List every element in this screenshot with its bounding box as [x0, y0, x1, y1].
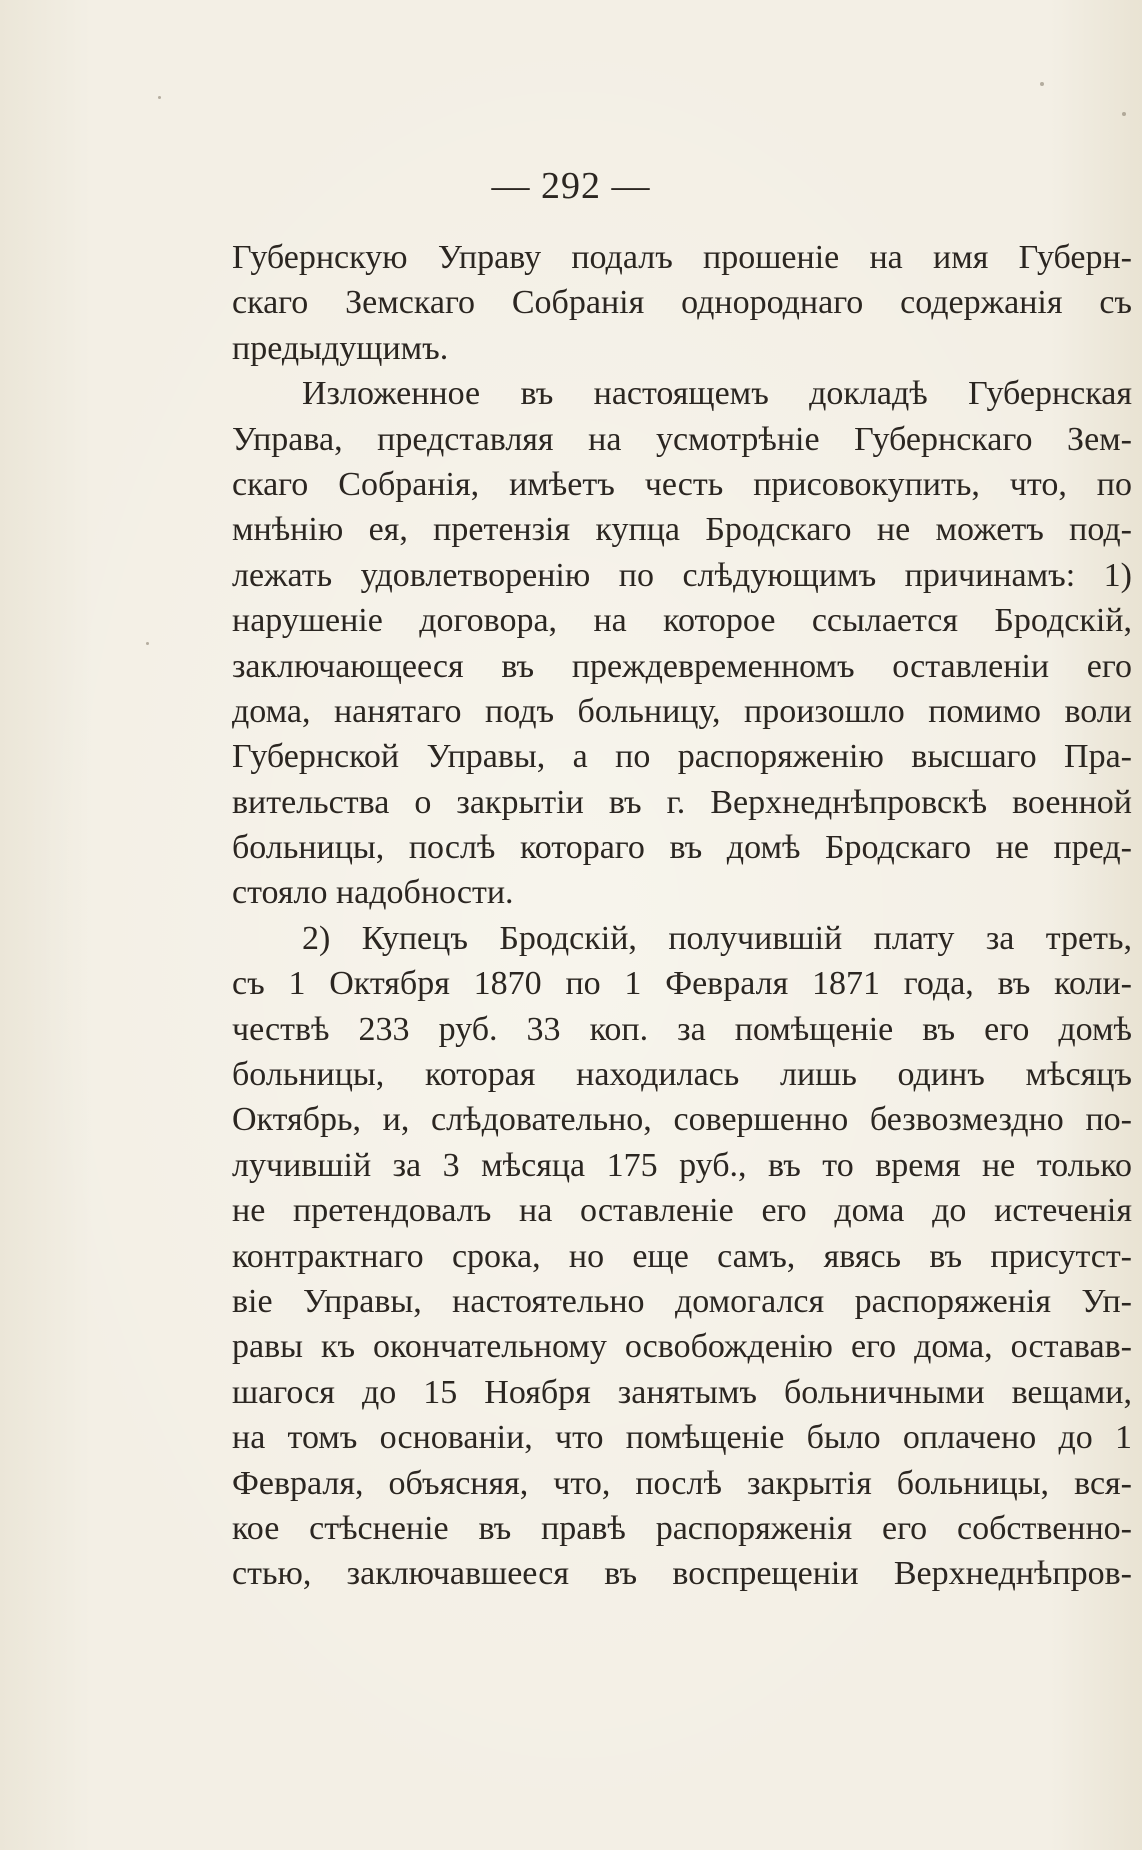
paper-speck — [1122, 112, 1126, 116]
paper-speck — [1040, 82, 1044, 86]
text-line: чествѣ 233 руб. 33 коп. за помѣщеніе въ его домѣ — [232, 1010, 1132, 1048]
text-line: заключающееся въ преждевременномъ оставленіи его — [232, 647, 1132, 685]
paper-speck — [146, 642, 149, 645]
text-line: равы къ окончательному освобожденію его дома, оставав- — [232, 1328, 1132, 1366]
text-line: больницы, послѣ котораго въ домѣ Бродскаго не пред- — [232, 829, 1132, 867]
text-line: скаго Земскаго Собранія однороднаго содержанія съ — [232, 284, 1132, 322]
text-line: не претендовалъ на оставленіе его дома до истеченія — [232, 1192, 1132, 1230]
text-line: шагося до 15 Ноября занятымъ больничными вещами, — [232, 1373, 1132, 1411]
text-line: больницы, которая находилась лишь одинъ мѣсяцъ — [232, 1056, 1132, 1094]
paragraph-start-line: Изложенное въ настоящемъ докладѣ Губернская — [302, 375, 1132, 413]
text-line: лежать удовлетворенію по слѣдующимъ причинамъ: 1) — [232, 556, 1132, 594]
text-line: контрактнаго срока, но еще самъ, явясь въ присутст- — [232, 1237, 1132, 1275]
text-line: стояло надобности. — [232, 874, 514, 912]
text-line: Губернской Управы, а по распоряженію высшаго Пра- — [232, 738, 1132, 776]
body-text — [232, 235, 1132, 1597]
text-line: вительства о закрытіи въ г. Верхнеднѣпровскѣ военной — [232, 783, 1132, 821]
text-line: мнѣнію ея, претензія купца Бродскаго не можетъ под- — [232, 511, 1132, 549]
text-line: Октябрь, и, слѣдовательно, совершенно безвозмездно по- — [232, 1101, 1132, 1139]
paper-speck — [158, 96, 161, 99]
text-line: Губернскую Управу подалъ прошеніе на имя Губерн- — [232, 239, 1132, 276]
page-number: — 292 — — [491, 165, 651, 207]
text-line: нарушеніе договора, на которое ссылается Бродскій, — [232, 602, 1132, 640]
text-line: съ 1 Октября 1870 по 1 Февраля 1871 года, въ коли- — [232, 965, 1132, 1003]
text-line: дома, нанятаго подъ больницу, произошло помимо воли — [232, 692, 1132, 730]
text-line: скаго Собранія, имѣетъ честь присовокупить, что, по — [232, 465, 1132, 503]
paragraph-start-line: 2) Купецъ Бродскій, получившій плату за треть, — [302, 919, 1132, 957]
text-line: Февраля, объясняя, что, послѣ закрытія больницы, вся- — [232, 1464, 1132, 1502]
text-line: предыдущимъ. — [232, 329, 449, 367]
text-line: віе Управы, настоятельно домогался распоряженія Уп- — [232, 1282, 1132, 1320]
text-line: стью, заключавшееся въ воспрещеніи Верхнеднѣпров- — [232, 1555, 1132, 1593]
text-line: на томъ основаніи, что помѣщеніе было оплачено до 1 — [232, 1419, 1132, 1457]
text-line: лучившій за 3 мѣсяца 175 руб., въ то время не только — [232, 1146, 1132, 1184]
text-line: кое стѣсненіе въ правѣ распоряженія его собственно- — [232, 1509, 1132, 1547]
text-line: Управа, представляя на усмотрѣніе Губернскаго Зем- — [232, 420, 1132, 458]
